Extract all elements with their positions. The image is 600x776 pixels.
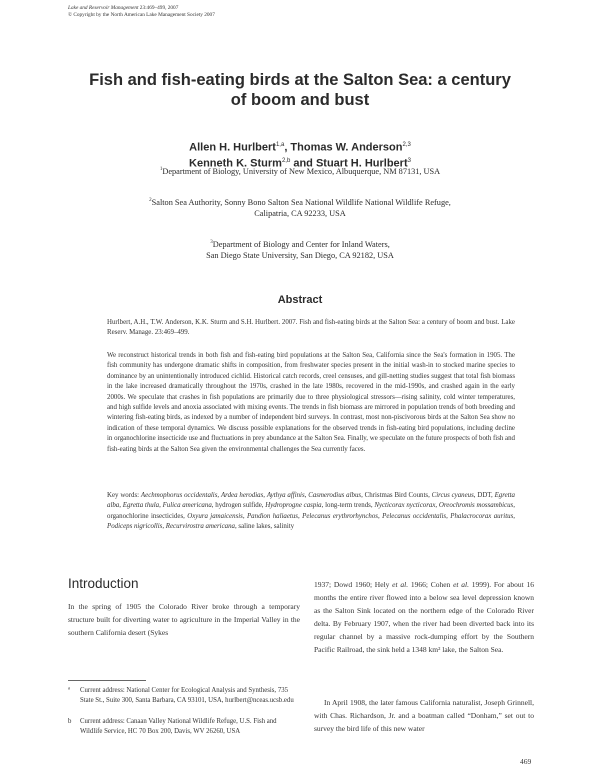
keyword-run-27: Pelecanus erythrorhynchos xyxy=(302,512,378,520)
keyword-run-19: Nycticorax nycticorax xyxy=(374,502,436,510)
author-2-sup: 2,3 xyxy=(402,142,411,148)
page-number: 469 xyxy=(520,757,532,766)
keyword-run-15: Fulica americana xyxy=(162,502,212,510)
footnote-b xyxy=(68,717,300,738)
author-3-sup: 2,b xyxy=(281,157,291,164)
footnote-a xyxy=(68,686,300,707)
keyword-run-32: , xyxy=(513,512,515,520)
keyword-run-10: , DDT, xyxy=(473,492,495,499)
intro-right-run-1: et al. xyxy=(392,580,409,589)
keyword-run-23: Oxyura jamaicensis xyxy=(187,512,243,520)
keyword-run-1: Aechmophorus occidentalis xyxy=(140,492,218,499)
keyword-run-9: Circus cyaneus xyxy=(431,492,474,499)
footnote-b-text: Current address: Canaan Valley National Wildlife Refuge, U.S. Fish and Wildlife Service, HC 70 Box 200, Davis, WV 26260, USA xyxy=(80,718,277,736)
affiliation-3-text-2: San Diego State University, San Diego, CA 92182, USA xyxy=(206,250,394,260)
keyword-run-5: Aythya affinis xyxy=(266,492,305,499)
affiliation-1 xyxy=(60,164,540,177)
affiliation-3 xyxy=(60,237,540,261)
footnote-a-mark: ª xyxy=(68,687,70,694)
journal-volume: 23:469–499, 2007 xyxy=(138,5,179,11)
footnote-a-text: Current address: National Center for Ecological Analysis and Synthesis, 735 State St., Suite 300, Santa Barbara, CA 93101, USA, hurlbert@nceas.ucsb.edu xyxy=(80,687,294,705)
keyword-run-3: Ardea herodias xyxy=(220,492,264,499)
keyword-run-26: , xyxy=(297,512,303,520)
keyword-run-6: , xyxy=(304,492,309,499)
keyword-run-12: , xyxy=(119,502,123,510)
author-4: and Stuart H. Hurlbert xyxy=(290,157,408,170)
affiliation-3-text-1: Department of Biology and Center for Inland Waters, xyxy=(212,239,390,249)
affiliation-1-text: Department of Biology, University of New Mexico, Albuquerque, NM 87131, USA xyxy=(162,166,441,176)
affiliation-3-line-1 xyxy=(60,237,540,250)
section-heading-introduction: Introduction xyxy=(68,576,139,591)
intro-right-run-3: et al. xyxy=(453,580,469,589)
keyword-run-30: , xyxy=(446,512,451,520)
intro-right-paragraph-2: In April 1908, the later famous California naturalist, Joseph Grinnell, with Chas. Richardson, Jr. and a boatman called “Donham,” set out to survey the bird life of this new water xyxy=(314,698,534,733)
affiliation-2-line-1 xyxy=(60,195,540,208)
keyword-run-16: , hydrogen sulfide, xyxy=(211,502,266,510)
keyword-run-0: Key words: xyxy=(107,492,141,499)
keyword-run-24: , xyxy=(242,512,247,520)
article-title xyxy=(60,70,540,110)
affiliation-2-text-2: Calipatria, CA 92233, USA xyxy=(254,208,346,218)
title-line-1: Fish and fish-eating birds at the Salton Sea: a century xyxy=(89,71,511,89)
title-line-2: of boom and bust xyxy=(230,91,370,109)
author-2: , Thomas W. Anderson xyxy=(284,141,403,154)
keyword-run-29: Pelecanus occidentalis xyxy=(382,512,447,520)
keyword-run-28: , xyxy=(377,512,383,520)
author-3: Kenneth K. Sturm xyxy=(189,157,282,170)
keyword-run-7: Casmerodius albus xyxy=(308,492,362,499)
abstract-body: We reconstruct historical trends in both fish and fish-eating bird populations at the Salton Sea, California since the Sea's formation in 1905. The fish community has undergone dramatic shifts in composition, from freshwater species present in the initial wash-in to stocked marine species to dominance by an unintentionally introduced cichlid. Historical catch records, creel censuses, and gill-netting studies suggest that total fish biomass in the lake increased dramatically throughout the 1970s, crashed in the late 1980s, recovered in the mid-1990s, and crashed again in the early 2000s. We speculate that crashes in fish populations are primarily due to three physiological stressors—rising salinity, cold winter temperatures, and high sulfide levels and anoxia associated with mixing events. The trends in fish biomass are mirrored in population trends of both breeding and wintering fish-eating birds, as indexed by a number of independent bird surveys. In contrast, most non-piscivorous birds at the Salton Sea show no indication of these temporal dynamics. We discuss possible explanations for the observed trends in fish-eating bird populations, including decline in organochlorine insecticide use and fluctuations in prey abundance at the Salton Sea. Finally, we speculate on the future prospects of both fish and fish-eating birds at the Salton Sea given the environmental challenges the Sea currently faces. xyxy=(107,352,515,453)
intro-right-paragraph-1 xyxy=(314,578,534,656)
keyword-run-17: Hydroprogne caspia xyxy=(265,502,322,510)
keyword-run-33: Podiceps nigricollis xyxy=(107,523,163,531)
affiliation-3-sup: 3 xyxy=(210,240,213,245)
keyword-run-8: , Christmas Bird Counts, xyxy=(361,492,432,499)
abstract-citation: Hurlbert, A.H., T.W. Anderson, K.K. Sturm and S.H. Hurlbert. 2007. Fish and fish-eating birds at the Salton Sea: a century of boom and bust. Lake Reserv. Manage. 23:469–499. xyxy=(107,319,515,337)
author-1: Allen H. Hurlbert xyxy=(189,141,276,154)
keyword-run-18: , long-term trends, xyxy=(321,502,375,510)
footnote-b-mark: b xyxy=(68,718,72,725)
abstract-heading: Abstract xyxy=(277,294,323,306)
affiliation-1-sup: 1 xyxy=(159,167,163,172)
author-line-1 xyxy=(60,139,540,155)
keyword-run-4: , xyxy=(263,492,267,499)
copyright-line: © Copyright by the North American Lake Management Society 2007 xyxy=(68,12,215,18)
keyword-run-35: Recurvirostra americana xyxy=(165,523,235,531)
keyword-run-36: , saline lakes, salinity xyxy=(234,523,295,531)
keyword-run-13: Egretta thula xyxy=(122,502,160,510)
keyword-run-14: , xyxy=(159,502,163,510)
keyword-run-11: Egretta alba xyxy=(107,492,515,510)
keywords xyxy=(107,491,515,533)
keyword-run-31: Phalacrocorax auritus xyxy=(450,512,514,520)
journal-citation xyxy=(68,5,215,12)
journal-title: Lake and Reservoir Management xyxy=(68,5,139,11)
affiliation-2-text-1: Salton Sea Authority, Sonny Bono Salton Sea National Wildlife National Wildlife Refuge, xyxy=(151,197,451,207)
keyword-run-2: , xyxy=(217,492,221,499)
journal-header xyxy=(68,5,215,19)
footnote-rule xyxy=(68,680,146,681)
author-4-sup: 3 xyxy=(407,157,411,164)
keyword-run-25: Pandion haliaetus xyxy=(246,512,298,520)
affiliation-2-sup: 2 xyxy=(149,198,152,203)
author-1-sup: 1,a xyxy=(275,142,285,148)
affiliation-2 xyxy=(60,195,540,219)
intro-right-run-0: 1937; Dowd 1960; Hely xyxy=(314,580,393,589)
intro-right-run-4: 1999). For about 16 months the entire river flowed into a below sea level depression known as the Salton Sink located on the northern edge of the Colorado River delta. By February 1907, when the river had been diverted back into its regular channel by a massive rock-dumping effort by the Southern Pacific Railroad, the sink held a 1348 km² lake, the Salton Sea. xyxy=(314,580,535,654)
keyword-run-21: Oreochromis mossambicus xyxy=(438,502,514,510)
keyword-run-22: , organochlorine insecticides, xyxy=(107,502,515,520)
keyword-run-20: , xyxy=(435,502,439,510)
intro-left-paragraph: In the spring of 1905 the Colorado River broke through a temporary structure built for diverting water to agriculture in the Imperial Valley in the southern California desert (Sykes xyxy=(68,602,300,637)
intro-right-run-2: 1966; Cohen xyxy=(408,580,454,589)
keyword-run-34: , xyxy=(162,523,166,531)
